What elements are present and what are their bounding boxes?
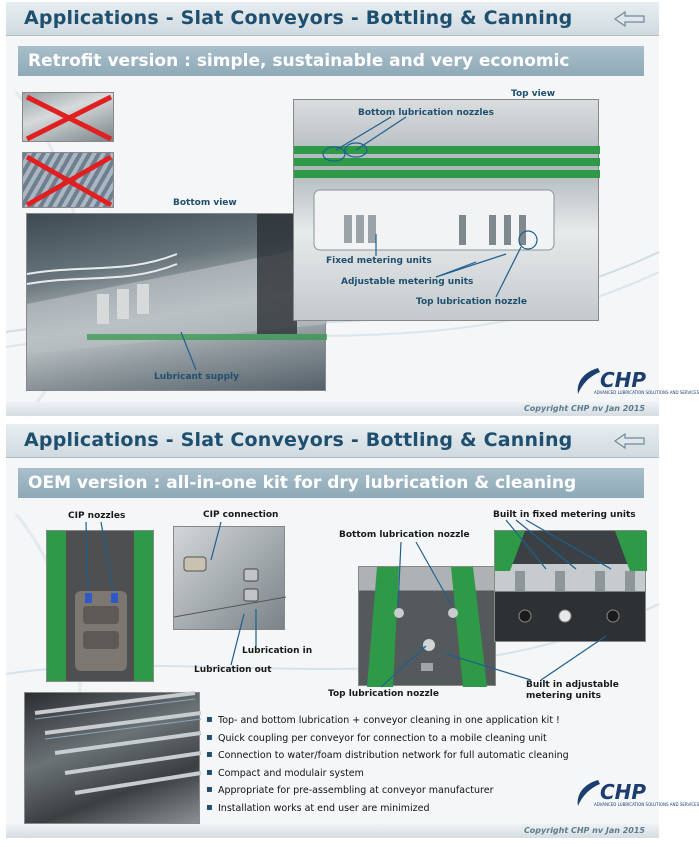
slide-title: Applications - Slat Conveyors - Bottling & Canning (24, 429, 573, 451)
label-lubrication-out: Lubrication out (194, 665, 272, 675)
label-cip-nozzles: CIP nozzles (68, 511, 126, 521)
chp-logo-icon (572, 778, 699, 812)
label-top-lubrication-nozzle: Top lubrication nozzle (328, 689, 439, 699)
copyright: Copyright CHP nv Jan 2015 (523, 404, 645, 413)
label-bottom-lubrication-nozzle: Bottom lubrication nozzle (339, 530, 470, 540)
slide-retrofit (6, 2, 699, 416)
logo-tagline: ADVANCED LUBRICATION SOLUTIONS AND SERVICES (594, 802, 699, 807)
list-item: ▪ Installation works at end user are minimized (206, 803, 626, 814)
conveyor-overview-photo (24, 692, 200, 824)
logo-tagline: ADVANCED LUBRICATION SOLUTIONS AND SERVICES (594, 390, 699, 395)
label-bottom-view: Bottom view (173, 198, 237, 208)
cip-connection-illustration (174, 527, 286, 631)
label-built-in-adjustable-line2: metering units (526, 691, 601, 701)
cip-nozzles-photo (46, 530, 154, 682)
old-system-photo-1 (22, 92, 114, 142)
list-item: ▪ Connection to water/foam distribution network for full automatic cleaning (206, 750, 626, 761)
slide-oem (6, 424, 699, 838)
label-built-in-adjustable-line1: Built in adjustable (526, 680, 619, 690)
slide-subtitle: OEM version : all-in-one kit for dry lubrication & cleaning (28, 473, 577, 493)
bottom-view-illustration (27, 214, 327, 392)
logo-text: CHP (600, 780, 647, 804)
list-item: ▪ Appropriate for pre-assembling at conveyor manufacturer (206, 785, 626, 796)
bottom-view-photo (26, 213, 326, 391)
conveyor-overview-illustration (25, 693, 201, 825)
metering-units-illustration (495, 531, 647, 643)
list-item: ▪ Top- and bottom lubrication + conveyor cleaning in one application kit ! (206, 715, 626, 726)
label-fixed-metering-units: Fixed metering units (326, 256, 432, 266)
title-bar (6, 2, 659, 36)
cip-connection-photo (173, 526, 285, 630)
logo-text: CHP (600, 368, 647, 392)
metering-units-photo (494, 530, 646, 642)
label-top-lubrication-nozzle: Top lubrication nozzle (416, 297, 527, 307)
back-arrow-icon[interactable] (615, 11, 645, 27)
chp-logo-icon (572, 366, 699, 400)
copyright: Copyright CHP nv Jan 2015 (523, 826, 645, 835)
back-arrow-icon[interactable] (615, 433, 645, 449)
cross-out-icon (23, 93, 115, 143)
top-view-photo (293, 99, 599, 321)
label-lubrication-in: Lubrication in (242, 646, 313, 656)
slide-title: Applications - Slat Conveyors - Bottling & Canning (24, 7, 573, 29)
list-item: ▪ Compact and modulair system (206, 768, 626, 779)
cip-nozzles-illustration (47, 531, 155, 683)
feature-list (206, 715, 626, 820)
label-top-view: Top view (511, 89, 556, 99)
label-bottom-lubrication-nozzles: Bottom lubrication nozzles (358, 108, 494, 118)
bottom-nozzle-photo (358, 566, 496, 686)
slide-subtitle: Retrofit version : simple, sustainable and very economic (28, 51, 570, 71)
label-lubricant-supply: Lubricant supply (154, 372, 239, 382)
title-bar (6, 424, 659, 458)
old-system-photo-2 (22, 152, 114, 208)
bottom-nozzle-illustration (359, 567, 497, 687)
label-built-in-fixed-metering-units: Built in fixed metering units (493, 510, 636, 520)
list-item: ▪ Quick coupling per conveyor for connection to a mobile cleaning unit (206, 733, 626, 744)
subtitle-bar (18, 46, 644, 76)
cross-out-icon (23, 153, 115, 209)
subtitle-bar (18, 468, 644, 498)
label-adjustable-metering-units: Adjustable metering units (341, 277, 474, 287)
label-cip-connection: CIP connection (203, 510, 279, 520)
top-view-illustration (294, 100, 600, 322)
